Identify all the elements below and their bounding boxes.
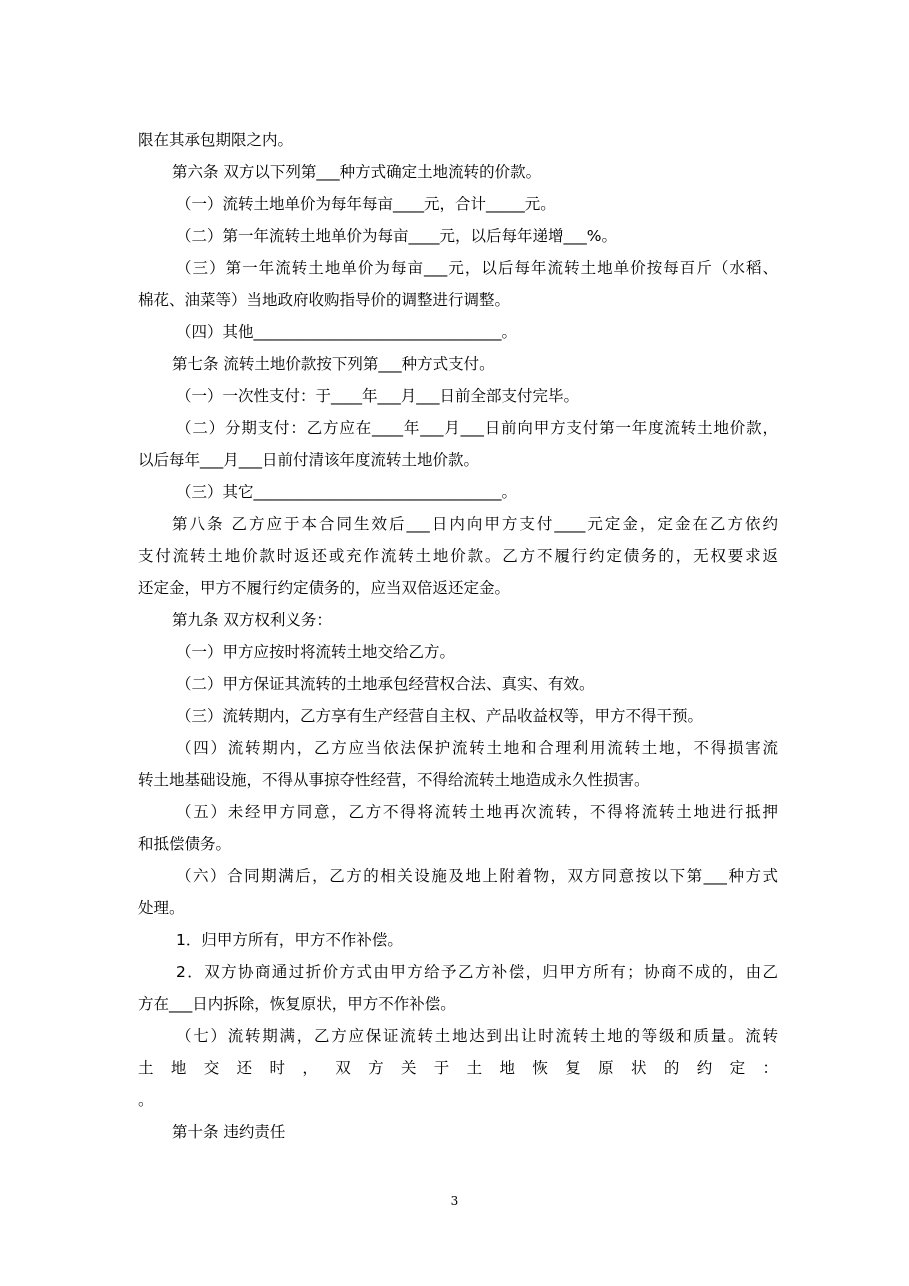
text-line: 和抵偿债务。 bbox=[138, 835, 232, 853]
text-line: （六）合同期满后，乙方的相关设施及地上附着物，双方同意按以下第___种方式 bbox=[176, 867, 778, 885]
text-line: （四）流转期内，乙方应当依法保护流转土地和合理利用流转土地，不得损害流 bbox=[176, 739, 778, 757]
article-6-heading: 第六条 双方以下列第___种方式确定土地流转的价款。 bbox=[172, 163, 542, 181]
text-line: （一）甲方应按时将流转土地交给乙方。 bbox=[176, 643, 456, 661]
text-line: （二）分期支付：乙方应在____年___月___日前向甲方支付第一年度流转土地价款， bbox=[176, 419, 778, 437]
text-line: 限在其承包期限之内。 bbox=[138, 131, 294, 149]
text-line: （四）其他________________________________。 bbox=[176, 323, 518, 341]
text-line: 转土地基础设施，不得从事掠夺性经营，不得给流转土地造成永久性损害。 bbox=[138, 771, 650, 789]
text-line: 支付流转土地价款时返还或充作流转土地价款。乙方不履行约定债务的，无权要求返 bbox=[138, 547, 778, 565]
text-line: （七）流转期满，乙方应保证流转土地达到出让时流转土地的等级和质量。流转 bbox=[176, 1027, 778, 1045]
text-line: （一）一次性支付：于____年___月___日前全部支付完毕。 bbox=[176, 387, 580, 405]
article-7-heading: 第七条 流转土地价款按下列第___种方式支付。 bbox=[172, 355, 495, 373]
text-line: 。 bbox=[138, 1091, 154, 1109]
page-number: 3 bbox=[450, 1194, 459, 1208]
text-line: （三）流转期内，乙方享有生产经营自主权、产品收益权等，甲方不得干预。 bbox=[176, 707, 704, 725]
article-9-heading: 第九条 双方权利义务： bbox=[172, 611, 332, 629]
text-line: （一）流转土地单价为每年每亩____元，合计_____元。 bbox=[176, 195, 556, 213]
text-line: （五）未经甲方同意，乙方不得将流转土地再次流转，不得将流转土地进行抵押 bbox=[176, 803, 778, 821]
text-line: 方在___日内拆除，恢复原状，甲方不作补偿。 bbox=[138, 995, 456, 1013]
text-line: （二）第一年流转土地单价为每亩____元，以后每年递增___%。 bbox=[176, 227, 617, 245]
text-line: 棉花、油菜等）当地政府收购指导价的调整进行调整。 bbox=[138, 291, 511, 309]
article-8-heading: 第八条 乙方应于本合同生效后___日内向甲方支付____元定金，定金在乙方依约 bbox=[172, 515, 778, 533]
text-line: （三）第一年流转土地单价为每亩___元，以后每年流转土地单价按每百斤（水稻、 bbox=[176, 259, 778, 277]
text-line: （二）甲方保证其流转的土地承包经营权合法、真实、有效。 bbox=[176, 675, 595, 693]
text-line: 以后每年___月___日前付清该年度流转土地价款。 bbox=[138, 451, 480, 469]
article-10-heading: 第十条 违约责任 bbox=[172, 1123, 286, 1141]
text-line: （三）其它________________________________。 bbox=[176, 483, 518, 501]
text-line: 1．归甲方所有，甲方不作补偿。 bbox=[176, 931, 403, 949]
text-line: 2．双方协商通过折价方式由甲方给予乙方补偿，归甲方所有；协商不成的，由乙 bbox=[176, 963, 778, 981]
text-line: 处理。 bbox=[138, 899, 185, 917]
text-line: 土地交还时，双方关于土地恢复原状的约定： bbox=[138, 1059, 778, 1077]
text-line: 还定金，甲方不履行约定债务的，应当双倍返还定金。 bbox=[138, 579, 511, 597]
